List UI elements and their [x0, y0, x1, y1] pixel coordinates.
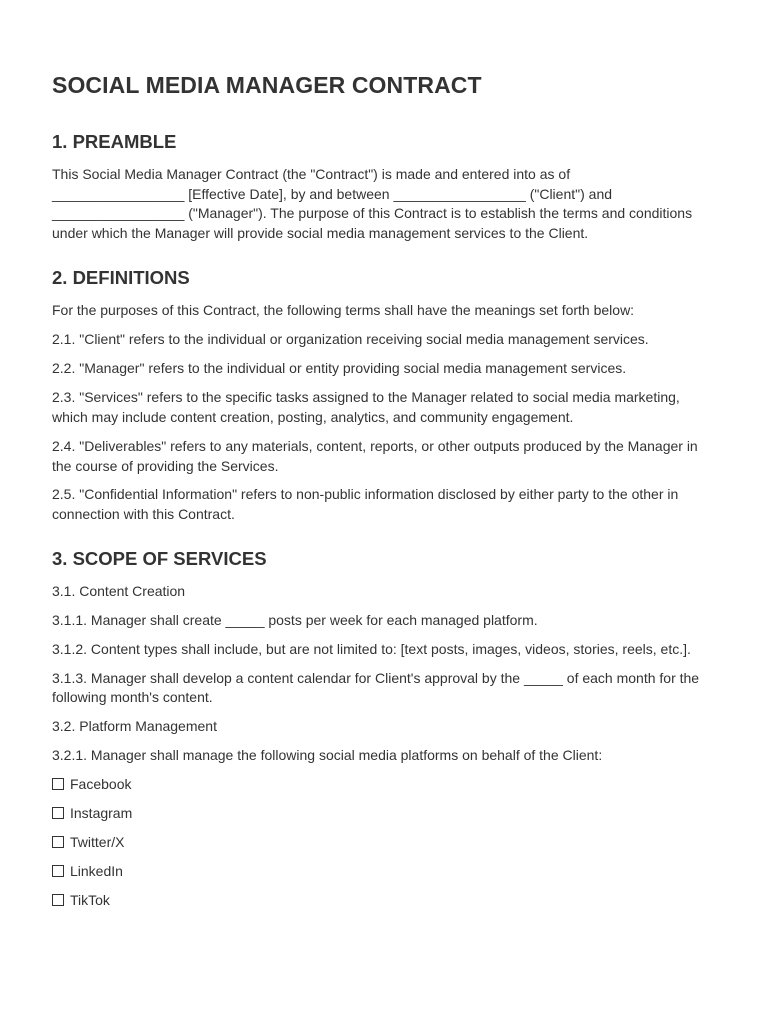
scope-item: 3.2. Platform Management [52, 718, 217, 735]
preamble-section [52, 129, 702, 243]
checkbox-icon[interactable] [52, 807, 64, 819]
scope-section [52, 546, 702, 911]
definition-item: 2.4. "Deliverables" refers to any materials, content, reports, or other outputs produced by the Manager in the course of providing the Services. [52, 437, 698, 474]
definition-item: 2.3. "Services" refers to the specific tasks assigned to the Manager related to social media marketing, which may include content creation, posting, analytics, and community engagement. [52, 389, 680, 425]
definitions-section [52, 265, 702, 524]
platform-label: TikTok [70, 892, 110, 909]
definition-item: 2.1. "Client" refers to the individual or organization receiving social media management services. [52, 331, 649, 348]
platform-label: Facebook [70, 776, 132, 793]
preamble-text: This Social Media Manager Contract (the "Contract") is made and entered into as of _________________ [Effective Date], by and between _________________ ("Client") and _________________ ("Manager"). The purpose of this Contract is to establish the terms and conditions under which the Manager will provide social media management services to the Client. [52, 166, 693, 241]
preamble-heading: 1. PREAMBLE [52, 131, 177, 152]
platform-option-instagram[interactable] [52, 804, 702, 824]
platform-option-tiktok[interactable] [52, 891, 702, 911]
document-title: SOCIAL MEDIA MANAGER CONTRACT [52, 72, 482, 98]
checkbox-icon[interactable] [52, 778, 64, 790]
checkbox-icon[interactable] [52, 836, 64, 848]
platform-label: Instagram [70, 805, 133, 822]
platform-label: LinkedIn [70, 863, 123, 880]
checkbox-icon[interactable] [52, 894, 64, 906]
definitions-intro: For the purposes of this Contract, the following terms shall have the meanings set forth below: [52, 302, 635, 319]
scope-item: 3.2.1. Manager shall manage the following social media platforms on behalf of the Client: [52, 747, 603, 764]
platform-label: Twitter/X [70, 834, 125, 851]
definition-item: 2.5. "Confidential Information" refers to non-public information disclosed by either party to the other in connection with this Contract. [52, 486, 679, 523]
definition-item: 2.2. "Manager" refers to the individual or entity providing social media management services. [52, 360, 627, 377]
definitions-heading: 2. DEFINITIONS [52, 267, 190, 289]
scope-item: 3.1.2. Content types shall include, but are not limited to: [text posts, images, videos, stories, reels, etc.]. [52, 640, 691, 657]
checkbox-icon[interactable] [52, 865, 64, 877]
contract-page [52, 68, 702, 920]
scope-heading: 3. SCOPE OF SERVICES [52, 547, 267, 569]
scope-item: 3.1.1. Manager shall create _____ posts per week for each managed platform. [52, 611, 538, 628]
platform-option-linkedin[interactable] [52, 862, 702, 882]
platform-option-facebook[interactable] [52, 775, 702, 795]
platform-option-twitter[interactable] [52, 833, 702, 853]
scope-item: 3.1.3. Manager shall develop a content calendar for Client's approval by the _____ of each month for the following month's content. [52, 669, 700, 706]
scope-item: 3.1. Content Creation [52, 582, 186, 599]
